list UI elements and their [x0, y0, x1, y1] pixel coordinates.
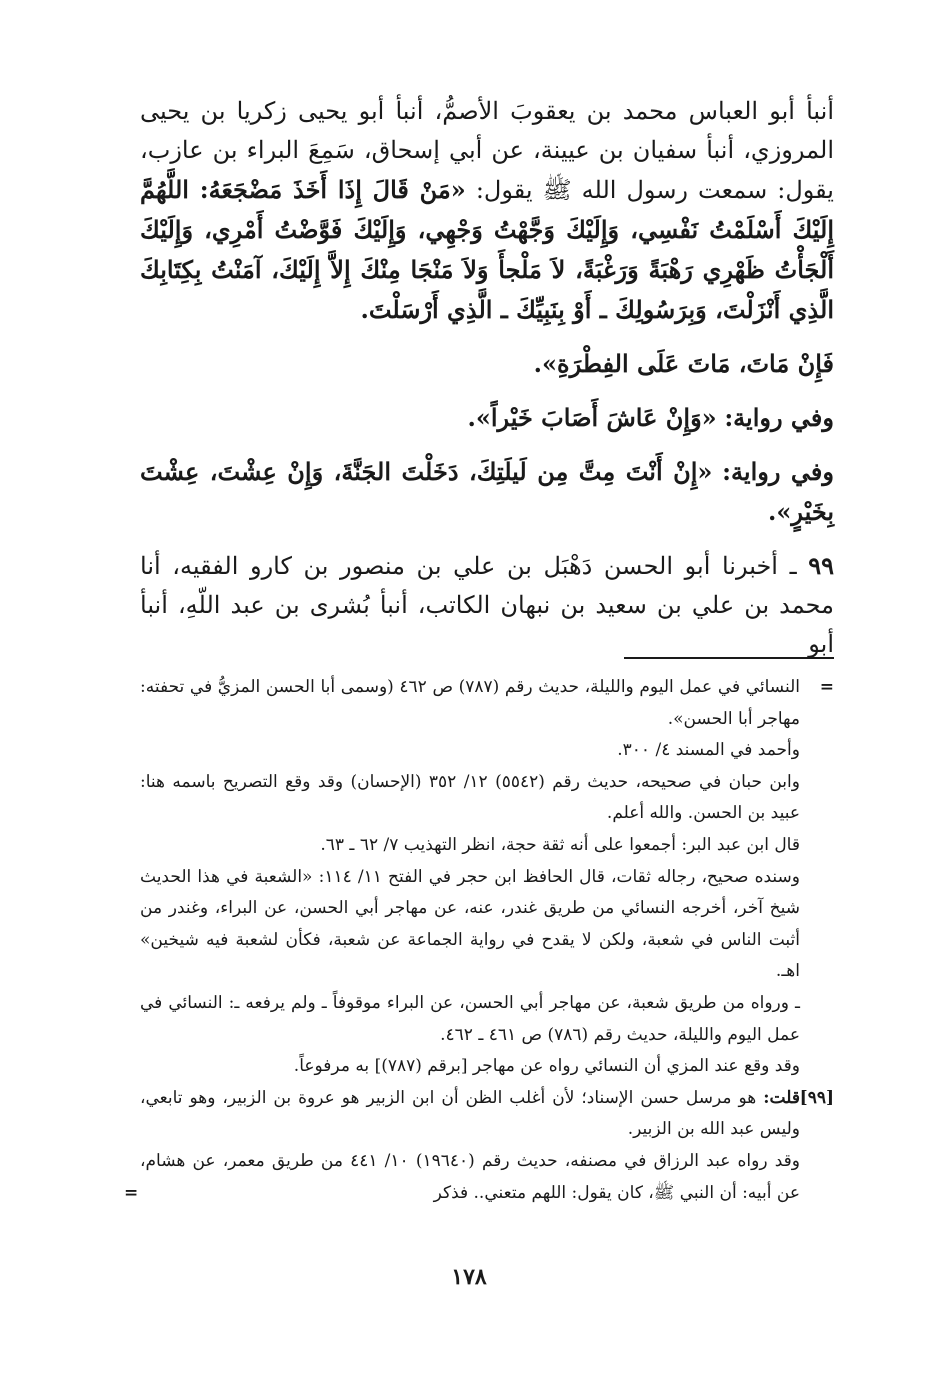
- footnote-line: [140, 1083, 800, 1146]
- footnote-line: وقد رواه عبد الرزاق في مصنفه، حديث رقم (١٩٦٤٠) ١٠/ ٤٤١ من طريق معمر، عن هشام، عن أبيه: أن النبي ﷺ، كان يقول: اللهم متعني.. فذكر: [140, 1150, 801, 1203]
- continuation-marker: =: [819, 677, 834, 697]
- paragraph-riwaya-2: [140, 452, 834, 532]
- footnote-99: [124, 1083, 834, 1209]
- riwaya-label: وفي رواية:: [722, 457, 834, 486]
- paragraph-hadith-99: [140, 546, 834, 664]
- footnote-number: [٩٩]: [799, 1087, 834, 1108]
- footnote-line: وقد وقع عند المزي أن النسائي رواه عن مهاجر [برقم (٧٨٧)] به مرفوعاً.: [293, 1056, 800, 1077]
- footnote-line: وسنده صحيح، رجاله ثقات، قال الحافظ ابن حجر في الفتح ١١/ ١١٤: «الشعبة في هذا الحديث شيخ آخر، أخرجه النسائي من طريق غندر، عنه، عن مهاجر أبي الحسن، عن البراء، وغندر من أثبت الناس في شعبة، ولكن لا يقدح في رواية الجماعة عن شعبة، فكأن لشعبة فيه شيخين» اهـ.: [140, 866, 800, 982]
- footnote-text: هو مرسل حسن الإسناد؛ لأن أغلب الظن أن ابن الزبير هو عروة بن الزبير، وهو تابعي، وليس عبد الله بن الزبير.: [140, 1087, 800, 1140]
- hadith-text: «إِنْ أَنْتَ مِتَّ مِن لَيلَتِكَ، دَخَلْتَ الجَنَّةَ، وَإِنْ عِشْتَ، عِشْتَ بِخَيْرٍ».: [140, 457, 834, 526]
- main-text: [140, 92, 834, 678]
- hadith-text: «وَإِنْ عَاشَ أَصَابَ خَيْراً».: [467, 403, 717, 432]
- hadith-number: ٩٩: [808, 551, 834, 580]
- footnotes: [124, 672, 834, 1209]
- isnad-text: أنبأ أبو العباس محمد بن يعقوبَ الأصمُّ، أنبأ أبو يحيى زكريا بن يحيى المروزي، أنبأ سفيان بن عيينة، عن أبي إسحاق، سَمِعَ البراء بن عازب، يقول: سمعت رسول الله ﷺ يقول:: [140, 97, 834, 204]
- hadith-text: «مَنْ قَالَ إِذَا أَخَذَ مَضْجَعَهُ: اللَّهُمَّ إِلَيْكَ أَسْلَمْتُ نَفْسِي، وَإِلَيْكَ وَجَّهْتُ وَجْهِي، وَإِلَيْكَ فَوَّضْتُ أَمْرِي، وَإِلَيْكَ أَلْجَأْتُ ظَهْرِي رَهْبَةً وَرَغْبَةً، لاَ مَلْجأَ وَلاَ مَنْجَا مِنْكَ إِلاَّ إِلَيْكَ، آمَنْتُ بِكِتَابِكَ الَّذِي أَنْزَلْتَ، وَبِرَسُولِكَ ـ أَوْ بِنَبِيِّكَ ـ الَّذِي أَرْسَلْتَ.: [140, 175, 834, 324]
- riwaya-label: وفي رواية:: [724, 403, 834, 432]
- hadith-text: فَإِنْ مَاتَ، مَاتَ عَلَى الفِطْرَةِ».: [533, 349, 834, 378]
- footnote-lead: قلت:: [763, 1087, 801, 1108]
- footnote-line: وابن حبان في صحيحه، حديث رقم (٥٥٤٢) ١٢/ ٣٥٢ (الإحسان) وقد وقع التصريح باسمه هنا: عبيد بن الحسن. والله أعلم.: [140, 771, 800, 824]
- paragraph-hadith-end: [140, 344, 834, 384]
- footnote-separator: [624, 657, 834, 659]
- continues-marker: =: [124, 1182, 139, 1203]
- paragraph-riwaya-1: [140, 398, 834, 438]
- footnote-line: وأحمد في المسند ٤/ ٣٠٠.: [617, 740, 800, 761]
- footnote-line: قال ابن عبد البر: أجمعوا على أنه ثقة حجة، انظر التهذيب ٧/ ٦٢ ـ ٦٣.: [320, 834, 800, 855]
- footnote-continuation: [140, 672, 834, 1083]
- paragraph-chain: [140, 92, 834, 330]
- page-number: ١٧٨: [451, 1264, 487, 1290]
- isnad-text: ـ أخبرنا أبو الحسن دَهْبَل بن علي بن منصور بن كارو الفقيه، أنا محمد بن علي بن سعيد بن نبهان الكاتب، أنبأ بُشرى بن عبد اللّهِ، أنبأ أبو: [140, 552, 834, 658]
- footnote-line: ـ ورواه من طريق شعبة، عن مهاجر أبي الحسن، عن البراء موقوفاً ـ ولم يرفعه ـ: النسائي في عمل اليوم والليلة، حديث رقم (٧٨٦) ص ٤٦١ ـ ٤٦٢.: [140, 992, 800, 1045]
- footnote-line: النسائي في عمل اليوم والليلة، حديث رقم (٧٨٧) ص ٤٦٢ (وسمى أبا الحسن المزيُّ في تحفته: مهاجر أبا الحسن».: [140, 677, 801, 729]
